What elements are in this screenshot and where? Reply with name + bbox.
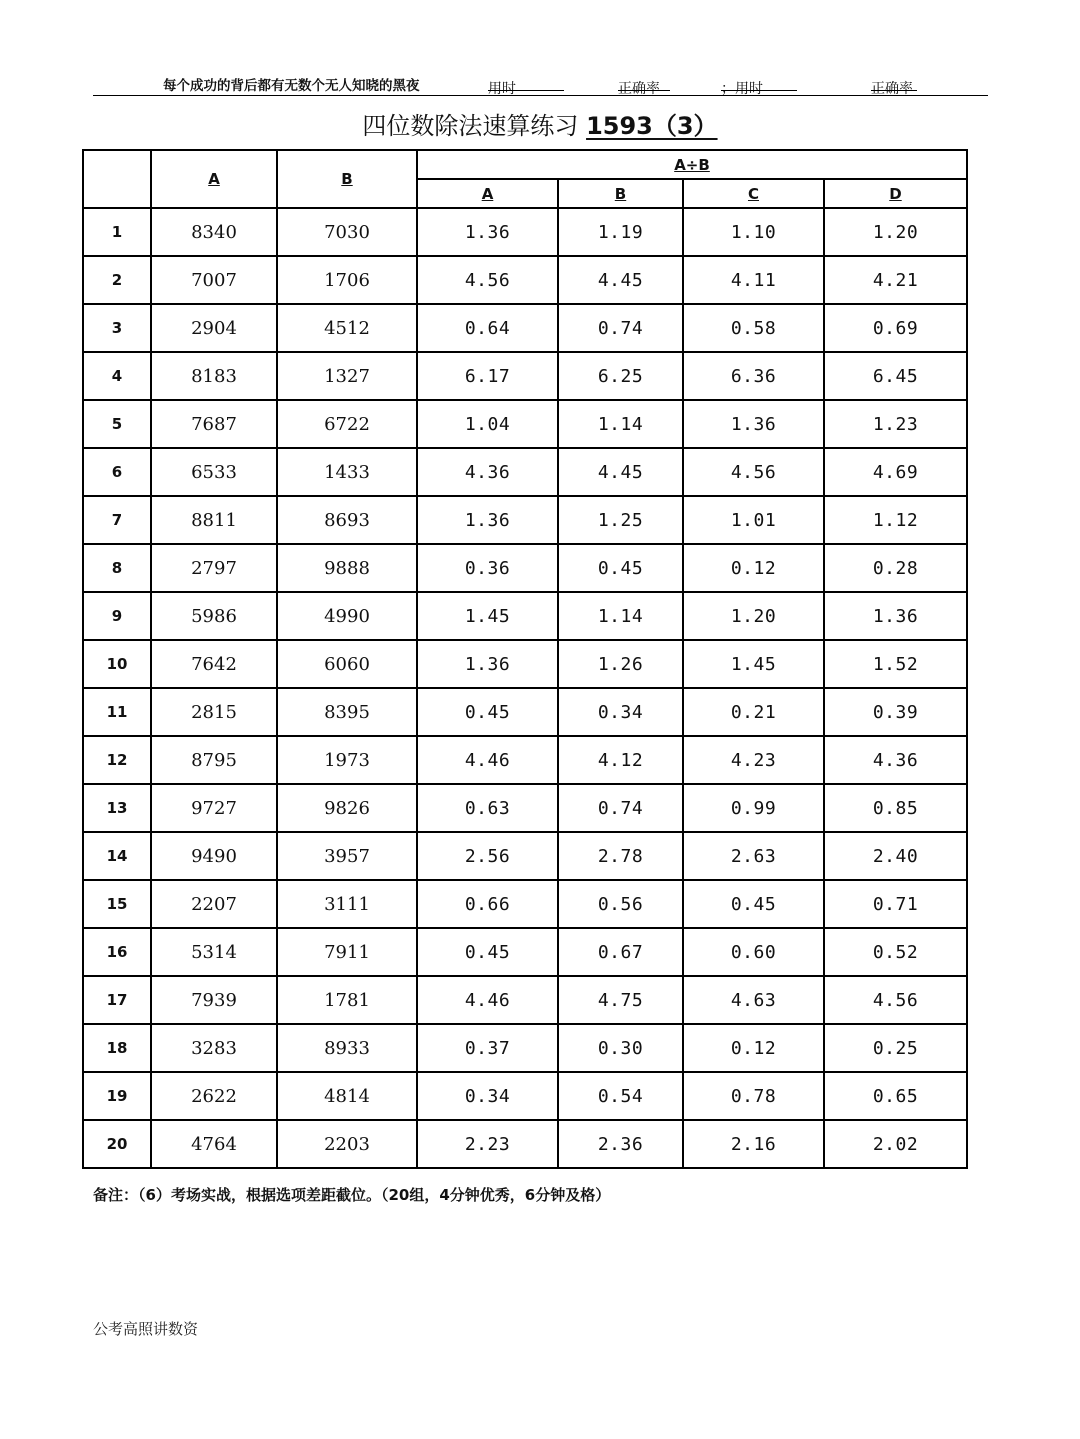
option-c-cell: 0.99 [683, 784, 824, 832]
option-b-cell: 1.19 [558, 208, 683, 256]
row-index: 4 [83, 352, 151, 400]
option-a-cell: 4.46 [417, 736, 558, 784]
option-d-cell: 0.52 [824, 928, 967, 976]
option-c-cell: 1.01 [683, 496, 824, 544]
option-b-cell: 0.45 [558, 544, 683, 592]
option-b-cell: 4.12 [558, 736, 683, 784]
option-c-cell: 0.45 [683, 880, 824, 928]
cell-b: 8693 [277, 496, 417, 544]
option-a-cell: 1.45 [417, 592, 558, 640]
option-b-cell: 1.14 [558, 400, 683, 448]
option-a-cell: 1.36 [417, 208, 558, 256]
time-label-2: ；用时 [721, 81, 763, 97]
row-index: 8 [83, 544, 151, 592]
option-c-cell: 6.36 [683, 352, 824, 400]
option-d-cell: 0.65 [824, 1072, 967, 1120]
option-a-cell: 0.66 [417, 880, 558, 928]
option-a-cell: 4.46 [417, 976, 558, 1024]
option-b-cell: 0.34 [558, 688, 683, 736]
option-b-cell: 1.14 [558, 592, 683, 640]
option-d-cell: 1.12 [824, 496, 967, 544]
table-row [83, 736, 967, 784]
cell-b: 1706 [277, 256, 417, 304]
cell-b: 9826 [277, 784, 417, 832]
row-index: 17 [83, 976, 151, 1024]
row-index: 12 [83, 736, 151, 784]
option-b-cell: 1.26 [558, 640, 683, 688]
cell-a: 5986 [151, 592, 277, 640]
option-c-cell: 4.63 [683, 976, 824, 1024]
table-row [83, 304, 967, 352]
table-row [83, 880, 967, 928]
option-c-cell: 1.10 [683, 208, 824, 256]
option-a-cell: 1.04 [417, 400, 558, 448]
cell-b: 3111 [277, 880, 417, 928]
option-b-cell: 2.78 [558, 832, 683, 880]
row-index: 13 [83, 784, 151, 832]
cell-b: 7030 [277, 208, 417, 256]
page-header [93, 70, 988, 96]
table-row [83, 832, 967, 880]
row-index: 18 [83, 1024, 151, 1072]
option-a-cell: 1.36 [417, 640, 558, 688]
table-row [83, 1024, 967, 1072]
cell-a: 2622 [151, 1072, 277, 1120]
option-b-cell: 1.25 [558, 496, 683, 544]
row-index: 16 [83, 928, 151, 976]
option-b-cell: 4.45 [558, 256, 683, 304]
table-row [83, 1120, 967, 1168]
option-d-cell: 0.25 [824, 1024, 967, 1072]
option-d-cell: 4.21 [824, 256, 967, 304]
time-blank-1[interactable] [488, 78, 564, 91]
option-c-cell: 1.45 [683, 640, 824, 688]
footer-text: 公考高照讲数资 [93, 1320, 199, 1338]
table-row [83, 640, 967, 688]
cell-a: 4764 [151, 1120, 277, 1168]
option-d-cell: 4.69 [824, 448, 967, 496]
option-c-cell: 2.63 [683, 832, 824, 880]
option-b-cell: 4.45 [558, 448, 683, 496]
cell-b: 4990 [277, 592, 417, 640]
option-a-cell: 0.63 [417, 784, 558, 832]
option-d-cell: 0.71 [824, 880, 967, 928]
option-a-cell: 0.45 [417, 688, 558, 736]
table-row [83, 256, 967, 304]
row-index: 7 [83, 496, 151, 544]
option-c-cell: 0.21 [683, 688, 824, 736]
option-a-cell: 2.23 [417, 1120, 558, 1168]
cell-a: 7007 [151, 256, 277, 304]
cell-a: 6533 [151, 448, 277, 496]
row-index: 14 [83, 832, 151, 880]
accuracy-blank-2[interactable] [871, 78, 917, 91]
option-a-cell: 0.34 [417, 1072, 558, 1120]
cell-b: 9888 [277, 544, 417, 592]
header-col-b: B [277, 150, 417, 208]
header-option-d: D [824, 179, 967, 208]
cell-b: 1781 [277, 976, 417, 1024]
cell-a: 8340 [151, 208, 277, 256]
cell-a: 8811 [151, 496, 277, 544]
accuracy-blank-1[interactable] [618, 78, 670, 91]
option-d-cell: 4.56 [824, 976, 967, 1024]
table-row [83, 784, 967, 832]
option-d-cell: 2.40 [824, 832, 967, 880]
option-c-cell: 4.11 [683, 256, 824, 304]
accuracy-label-2: 正确率 [871, 81, 913, 97]
option-c-cell: 0.12 [683, 544, 824, 592]
row-index: 6 [83, 448, 151, 496]
option-c-cell: 1.20 [683, 592, 824, 640]
header-group: A÷B [417, 150, 967, 179]
row-index: 10 [83, 640, 151, 688]
cell-a: 2797 [151, 544, 277, 592]
option-a-cell: 0.64 [417, 304, 558, 352]
header-option-b: B [558, 179, 683, 208]
option-d-cell: 0.69 [824, 304, 967, 352]
table-row [83, 448, 967, 496]
option-c-cell: 1.36 [683, 400, 824, 448]
option-b-cell: 0.74 [558, 304, 683, 352]
option-b-cell: 0.67 [558, 928, 683, 976]
option-a-cell: 2.56 [417, 832, 558, 880]
option-c-cell: 0.60 [683, 928, 824, 976]
cell-b: 7911 [277, 928, 417, 976]
cell-b: 8395 [277, 688, 417, 736]
option-a-cell: 4.36 [417, 448, 558, 496]
table-row [83, 352, 967, 400]
cell-a: 8183 [151, 352, 277, 400]
option-a-cell: 4.56 [417, 256, 558, 304]
option-a-cell: 0.36 [417, 544, 558, 592]
cell-b: 1433 [277, 448, 417, 496]
table-row [83, 688, 967, 736]
option-b-cell: 0.74 [558, 784, 683, 832]
cell-b: 8933 [277, 1024, 417, 1072]
row-index: 15 [83, 880, 151, 928]
accuracy-label-1: 正确率 [618, 81, 660, 97]
header-col-a: A [151, 150, 277, 208]
row-index: 11 [83, 688, 151, 736]
cell-a: 2904 [151, 304, 277, 352]
option-c-cell: 4.23 [683, 736, 824, 784]
cell-b: 1973 [277, 736, 417, 784]
table-row [83, 208, 967, 256]
option-a-cell: 0.37 [417, 1024, 558, 1072]
cell-b: 4814 [277, 1072, 417, 1120]
option-d-cell: 1.36 [824, 592, 967, 640]
cell-b: 6722 [277, 400, 417, 448]
cell-a: 3283 [151, 1024, 277, 1072]
option-d-cell: 1.52 [824, 640, 967, 688]
option-d-cell: 6.45 [824, 352, 967, 400]
cell-a: 9727 [151, 784, 277, 832]
header-option-a: A [417, 179, 558, 208]
table-row [83, 928, 967, 976]
table-row [83, 496, 967, 544]
table-row [83, 400, 967, 448]
cell-a: 9490 [151, 832, 277, 880]
cell-a: 7642 [151, 640, 277, 688]
cell-b: 6060 [277, 640, 417, 688]
option-d-cell: 1.20 [824, 208, 967, 256]
row-index: 9 [83, 592, 151, 640]
option-a-cell: 0.45 [417, 928, 558, 976]
note-text: 备注：（6）考场实战，根据选项差距截位。（20组，4分钟优秀，6分钟及格） [93, 1186, 611, 1204]
option-b-cell: 0.56 [558, 880, 683, 928]
option-d-cell: 0.28 [824, 544, 967, 592]
page-title [0, 106, 1080, 141]
cell-a: 2815 [151, 688, 277, 736]
cell-a: 5314 [151, 928, 277, 976]
option-b-cell: 4.75 [558, 976, 683, 1024]
cell-b: 2203 [277, 1120, 417, 1168]
row-index: 5 [83, 400, 151, 448]
header-option-c: C [683, 179, 824, 208]
row-index: 1 [83, 208, 151, 256]
table-row [83, 1072, 967, 1120]
title-code: 1593（3） [586, 112, 718, 140]
cell-b: 1327 [277, 352, 417, 400]
option-a-cell: 6.17 [417, 352, 558, 400]
option-d-cell: 1.23 [824, 400, 967, 448]
exercise-table [82, 149, 968, 1169]
option-c-cell: 2.16 [683, 1120, 824, 1168]
option-d-cell: 4.36 [824, 736, 967, 784]
table-row [83, 544, 967, 592]
table-row [83, 976, 967, 1024]
cell-b: 4512 [277, 304, 417, 352]
table-row [83, 592, 967, 640]
row-index: 2 [83, 256, 151, 304]
option-b-cell: 0.30 [558, 1024, 683, 1072]
option-b-cell: 0.54 [558, 1072, 683, 1120]
option-d-cell: 0.85 [824, 784, 967, 832]
option-d-cell: 0.39 [824, 688, 967, 736]
time-label-1: 用时 [488, 81, 516, 97]
option-c-cell: 4.56 [683, 448, 824, 496]
cell-b: 3957 [277, 832, 417, 880]
cell-a: 7939 [151, 976, 277, 1024]
option-c-cell: 0.12 [683, 1024, 824, 1072]
motto-text: 每个成功的背后都有无数个无人知晓的黑夜 [163, 78, 420, 94]
row-index: 20 [83, 1120, 151, 1168]
cell-a: 2207 [151, 880, 277, 928]
option-c-cell: 0.58 [683, 304, 824, 352]
option-b-cell: 2.36 [558, 1120, 683, 1168]
row-index: 19 [83, 1072, 151, 1120]
option-d-cell: 2.02 [824, 1120, 967, 1168]
option-c-cell: 0.78 [683, 1072, 824, 1120]
option-b-cell: 6.25 [558, 352, 683, 400]
cell-a: 8795 [151, 736, 277, 784]
title-text: 四位数除法速算练习 [362, 112, 579, 140]
option-a-cell: 1.36 [417, 496, 558, 544]
header-index [83, 150, 151, 208]
time-blank-2[interactable] [721, 78, 797, 91]
row-index: 3 [83, 304, 151, 352]
cell-a: 7687 [151, 400, 277, 448]
